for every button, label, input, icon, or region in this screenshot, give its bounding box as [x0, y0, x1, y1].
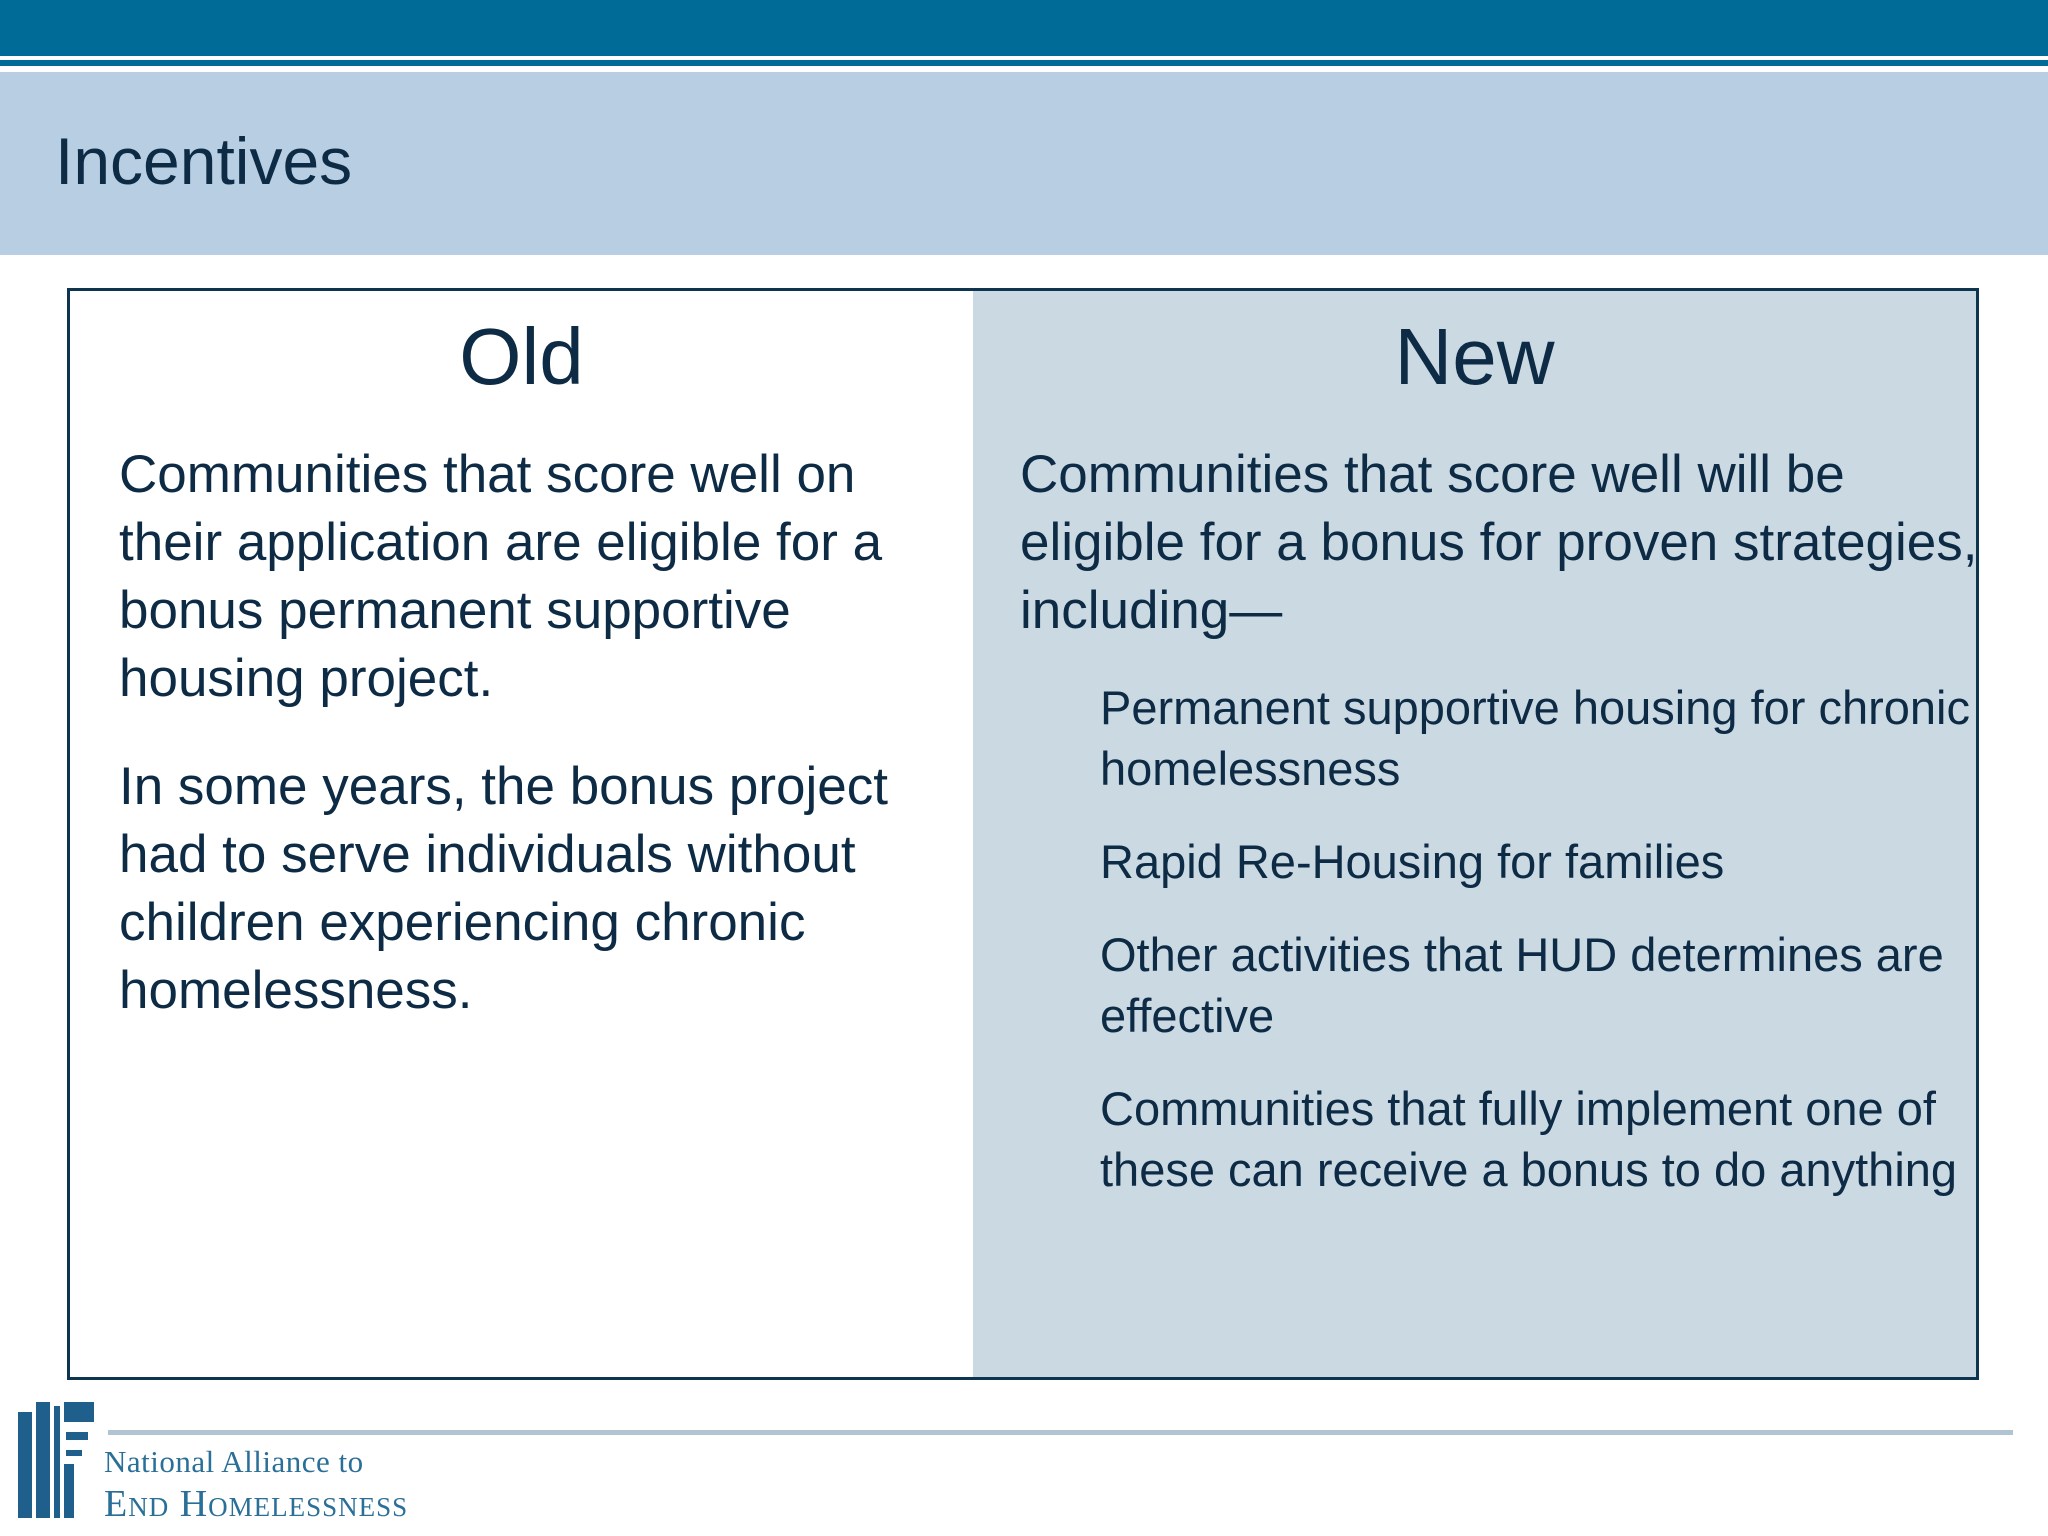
list-item: Rapid Re-Housing for families	[1100, 835, 1725, 888]
old-body	[119, 441, 969, 1065]
new-column	[973, 291, 1976, 1377]
new-intro: Communities that score well will be eligible for a bonus for proven strategies, including—	[1020, 445, 1978, 640]
logo-line-1: National Alliance to	[104, 1444, 364, 1479]
logo-line-2: End Homelessness	[104, 1483, 409, 1525]
new-strategy-list	[1020, 677, 1980, 1200]
list-item: Communities that fully implement one of these can receive a bonus to do anything	[1100, 1082, 1958, 1196]
new-heading: New	[1394, 312, 1555, 401]
building-logo-icon	[16, 1402, 94, 1520]
list-item: Permanent supportive housing for chronic homelessness	[1100, 681, 1970, 795]
organization-logo-text	[104, 1446, 408, 1523]
top-accent-line	[0, 60, 2048, 66]
top-accent-bar	[0, 0, 2048, 56]
list-item: Other activities that HUD determines are effective	[1100, 928, 1944, 1042]
old-paragraph: In some years, the bonus project had to serve individuals without children experiencing chronic homelessness.	[119, 757, 888, 1020]
old-paragraph: Communities that score well on their application are eligible for a bonus permanent supportive housing project.	[119, 445, 883, 708]
old-column	[70, 291, 973, 1377]
slide-title: Incentives	[55, 124, 353, 198]
comparison-table	[67, 288, 1979, 1380]
old-heading: Old	[459, 312, 584, 401]
new-body	[1020, 441, 1980, 1232]
footer-rule	[108, 1430, 2013, 1435]
